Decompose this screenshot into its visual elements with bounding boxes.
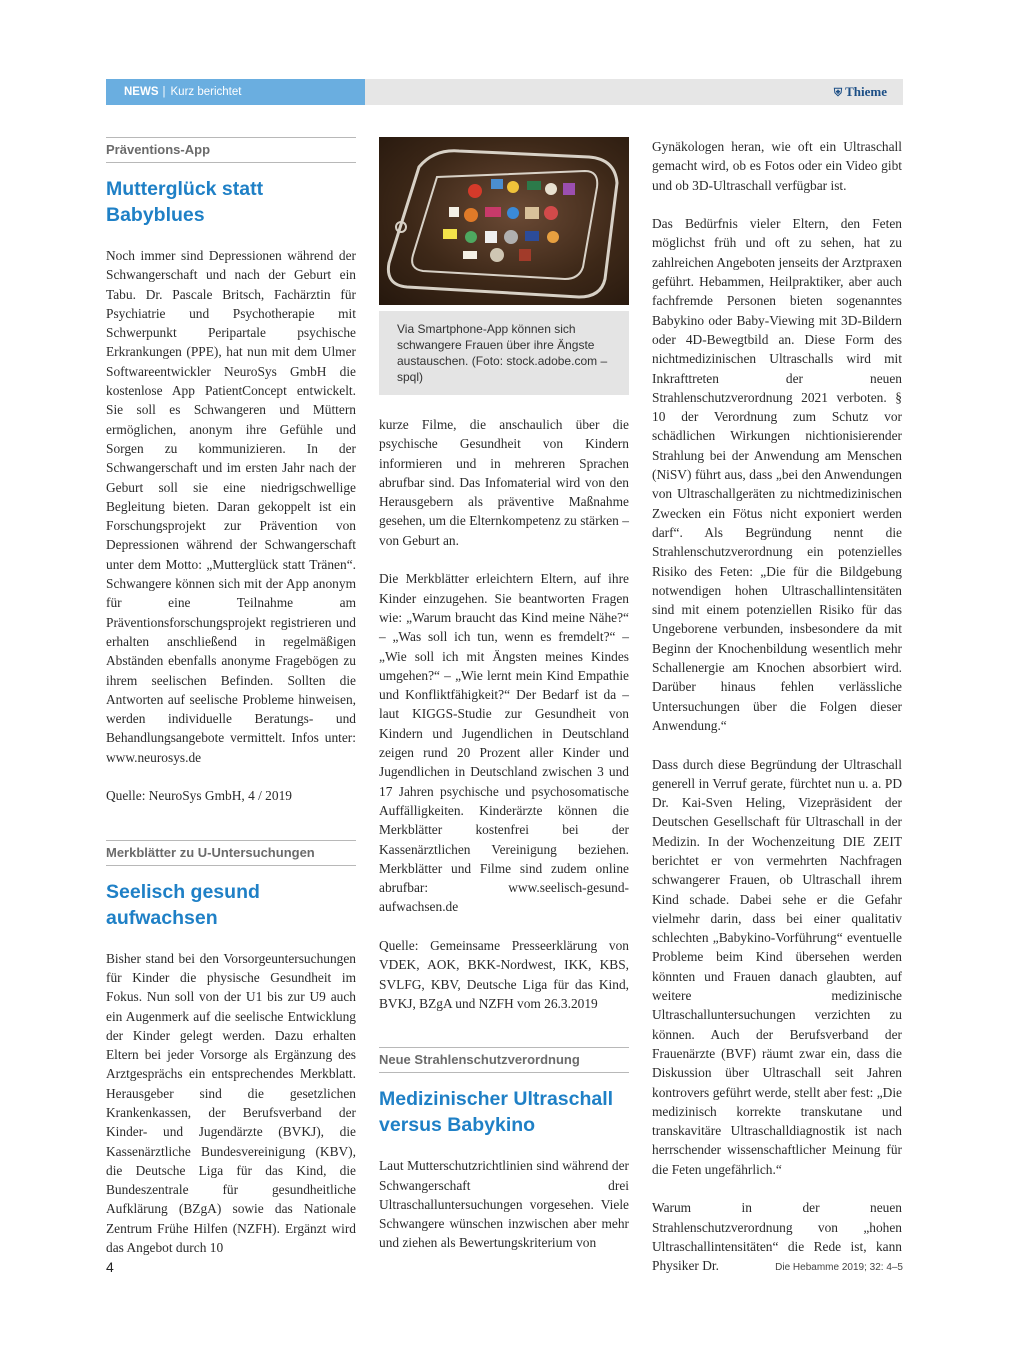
column-1 bbox=[106, 137, 356, 1257]
section-tab bbox=[106, 79, 365, 105]
chalk-smartphone-illustration bbox=[379, 137, 629, 305]
article-2-title: Seelisch gesund aufwachsen bbox=[106, 880, 260, 929]
subsection-label: Kurz berichtet bbox=[170, 86, 242, 98]
article-2-body-p2: Die Merkblätter erleichtern Eltern, auf ihre Kinder einzugehen. Sie beantworten Fragen wie: „Warum braucht das Kind meine Nähe?“ – „Was soll ich tun, wenn es fremdelt?“ – „Wie soll ich mit Ängsten meines Kindes umgehen?“ – „Wie lernt mein Kind Empathie und Konfliktfähigkeit?“ Der Bedarf ist da – laut KIGGS-Studie zur Gesundheit von Kindern und Jugendlichen in Deutschland zeigen rund 20 Prozent aller Kinder und Jugendlichen in Deutschland zwischen 3 und 17 Jahren psychische und psychosomatische Auffälligkeiten. Kinderärzte können die Merkblätter kostenfrei bei der Kassenärztlichen Vereinigung beziehen. Merkblätter und Filme sind zudem online abrufbar: www.seelisch-gesund-aufwachsen.de bbox=[379, 571, 629, 915]
article-2-kicker: Merkblätter zu U-Untersuchungen bbox=[106, 840, 356, 866]
article-1-title: Mutterglück statt Babyblues bbox=[106, 178, 264, 226]
article-2-body-continued: kurze Filme, die anschaulich über die psychische Gesundheit von Kindern informieren und in mehreren Sprachen abrufbar sind. Das Infomaterial wird von den Herausgebern als präventive Maßnahme gesehen, um die Elternkompetenz zu stärken – von Geburt an. bbox=[379, 417, 629, 548]
running-header bbox=[106, 79, 903, 105]
article-3-body-start: Laut Mutterschutzrichtlinien sind während der Schwangerschaft drei Ultraschalluntersuchungen vorgesehen. Viele Schwangere wünschen inzwischen aber mehr und ziehen als Bewertungskriterium von bbox=[379, 1158, 629, 1251]
journal-citation: Die Hebamme 2019; 32: 4–5 bbox=[775, 1262, 903, 1273]
article-1-body: Noch immer sind Depressionen während der Schwangerschaft und nach der Geburt ein Tabu. Dr. Pascale Britsch, Fachärztin für Psychiatrie und Psychotherapie mit Schwerpunkt Peripartale psychische Erkrankungen (PPE), hat nun mit dem Ulmer Softwareentwickler NeuroSys GmbH die kostenlose App PatientConcept entwickelt. Sie soll es Schwangeren und Müttern ermöglichen, anonym ihre Gefühle und Sorgen zu kommunizieren. In der Schwangerschaft und im ersten Jahr nach der Geburt soll sie eine niedrigschwellige Begleitung bieten. Daran gekoppelt ist ein Forschungsprojekt zur Prävention von Depressionen während der Schwangerschaft unter dem Motto: „Mutterglück statt Tränen“. Schwangere können sich mit der App anonym für eine Teilnahme am Präventionsforschungsprojekt registrieren und erhalten anschließend in regelmäßigen Abständen ebenfalls anonyme Fragebögen zu ihrem seelischen Befinden. Sollten die Antworten auf seelische Probleme hinweisen, werden individuelle Beratungs- und Behandlungsangebote vermittelt. Infos unter: www.neurosys.de bbox=[106, 248, 356, 765]
article-3-body-p3: Dass durch diese Begründung der Ultraschall generell in Verruf gerate, fürchtet nun u. a. PD Dr. Kai-Sven Heling, Vizepräsident der Deutschen Gesellschaft für Ultraschall in der Medizin. In der Wochenzeitung DIE ZEIT berichtet er von vermehrten Nachfragen schwangerer Frauen, ob Ultraschall ihrem Kind schade. Dabei sehe er die Gefahr vielmehr darin, dass bei einer qualitativ schlechten „Babykino-Vorführung“ eventuelle Probleme beim Kind übersehen werden könnten und Frauen danach glaubten, auf weitere medizinische Ultraschalluntersuchungen verzichten zu können. Auch der Berufsverband der Frauenärzte (BVF) räumt zwar ein, dass die Diskussion über Ultraschall seit Jahren kontrovers geführt werde, stellt aber fest: „Die medizinisch korrekte transkutane und transkavitäre Ultraschalldiagnostik ist nach herrschender wissenschaftlicher Meinung für die Feten ungefährlich.“ bbox=[652, 756, 902, 1177]
article-2-body-start: Bisher stand bei den Vorsorgeuntersuchungen für Kinder die physische Gesundheit im Fokus. Nun soll von der U1 bis zur U9 auch ein Augenmerk auf die seelische Entwicklung der Kinder gelegt werden. Dazu erhalten Eltern bei jeder Vorsorge als Ergänzung des Arztgesprächs ein entsprechendes Merkblatt. Herausgeber sind die gesetzlichen Krankenkassen, der Berufsverband der Kinder- und Jugendärzte (BVKJ), die Kassenärztliche Bundesvereinigung (KBV), die Deutsche Liga für das Kind, die Bundeszentrale für gesundheitliche Aufklärung (BZgA) sowie das Nationale Zentrum Frühe Hilfen (NZFH). Ergänzt wird das Angebot durch 10 bbox=[106, 950, 356, 1256]
smartphone-app-photo bbox=[379, 137, 629, 305]
photo-caption: Via Smartphone-App können sich schwangere Frauen über ihre Ängste austauschen. (Foto: stock.adobe.com – spql) bbox=[379, 311, 629, 395]
column-3 bbox=[652, 137, 902, 1276]
article-3-body-continued: Gynäkologen heran, wie oft ein Ultraschall gemacht wird, ob es Fotos oder ein Video gibt und ob 3D-Ultraschall verfügbar ist. bbox=[652, 139, 902, 193]
article-1-source: Quelle: NeuroSys GmbH, 4 / 2019 bbox=[106, 788, 292, 804]
publisher-logo bbox=[834, 79, 887, 105]
article-3-title: Medizinischer Ultraschall versus Babykino bbox=[379, 1088, 614, 1137]
publisher-name: Thieme bbox=[845, 84, 887, 99]
article-3-kicker: Neue Strahlenschutzverordnung bbox=[379, 1047, 629, 1073]
section-separator: | bbox=[162, 86, 166, 98]
article-2-source: Quelle: Gemeinsame Presseerklärung von VDEK, AOK, BKK-Nordwest, IKK, KBS, SVLFG, KBV, Deutsche Liga für das Kind, BVKJ, BZgA und NZFH vom 26.3.2019 bbox=[379, 938, 629, 1011]
section-label: NEWS bbox=[124, 86, 159, 98]
column-2 bbox=[379, 137, 629, 1253]
page-number: 4 bbox=[106, 1259, 114, 1275]
article-3-body-p4: Warum in der neuen Strahlenschutzverordnung von „hohen Ultraschallintensitäten“ die Rede ist, kann Physiker Dr. bbox=[652, 1200, 902, 1274]
article-1-kicker: Präventions-App bbox=[106, 137, 356, 163]
thieme-shield-icon: ⛨ bbox=[833, 87, 843, 99]
article-3-body-p2: Das Bedürfnis vieler Eltern, den Feten möglichst früh und oft zu sehen, hat zu zahlreichen Angeboten jenseits der Arztpraxen geführt. Hebammen, Heilpraktiker, aber auch fachfremde Personen bieten sogenanntes Babykino oder Baby-Viewing mit 3D-Bildern oder 4D-Bewegtbild an. Diese Form des nichtmedizinischen Ultraschalls wird mit Inkrafttreten der neuen Strahlenschutzverordnung 2021 verboten. § 10 der Verordnung zum Schutz vor schädlichen Wirkungen nichtionisierender Strahlung bei der Anwendung am Menschen (NiSV) führt aus, dass „bei den Anwendungen von Ultraschallgeräten zu nichtmedizinischen Zwecken ein Fötus nicht exponiert werden darf“. Als Begründung nennt die Strahlenschutzverordnung ein potenzielles Risiko des Feten: „Die für die Bildgebung notwendigen hohen Ultraschallintensitäten sind mit einem potenziellen Risiko für das Ungeborene verbunden, insbesondere da mit Beginn der Knochenbildung wesentlich mehr Schallenergie am Knochen absorbiert wird. Darüber hinaus fehlen verlässliche Untersuchungen über die Folgen dieser Anwendung.“ bbox=[652, 216, 902, 733]
